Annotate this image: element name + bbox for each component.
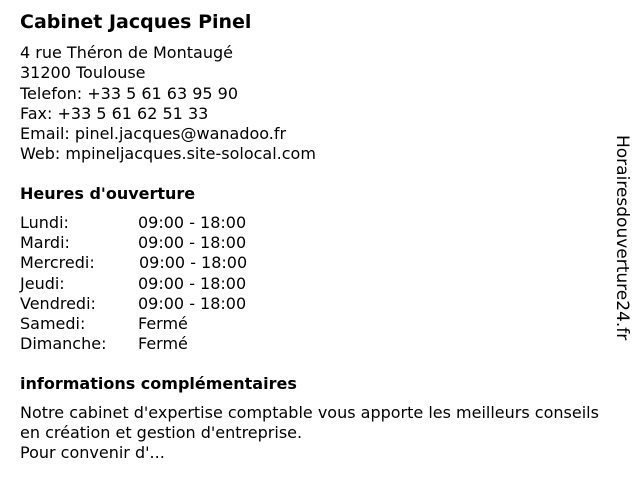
hours-day: Dimanche: bbox=[20, 334, 107, 354]
site-watermark: Horairesdouverture24.fr bbox=[612, 135, 632, 341]
email-line: Email: pinel.jacques@wanadoo.fr bbox=[20, 124, 287, 144]
address-city: 31200 Toulouse bbox=[20, 63, 146, 83]
opening-hours-heading: Heures d'ouverture bbox=[20, 184, 196, 203]
business-description bbox=[20, 403, 605, 463]
hours-time: 09:00 - 18:00 bbox=[138, 273, 247, 293]
hours-day: Mardi: bbox=[20, 233, 70, 253]
business-name: Cabinet Jacques Pinel bbox=[20, 11, 252, 33]
hours-day: Samedi: bbox=[20, 313, 86, 333]
hours-time: 09:00 - 18:00 bbox=[139, 253, 248, 273]
fax-line: Fax: +33 5 61 62 51 33 bbox=[20, 103, 209, 123]
additional-info-heading: informations complémentaires bbox=[20, 374, 297, 393]
hours-time: 09:00 - 18:00 bbox=[138, 213, 247, 232]
web-line: Web: mpineljacques.site-solocal.com bbox=[20, 144, 316, 164]
description-teaser: Pour convenir d'... bbox=[20, 443, 165, 462]
hours-time: 09:00 - 18:00 bbox=[138, 233, 247, 253]
hours-time: 09:00 - 18:00 bbox=[138, 293, 247, 313]
contact-block bbox=[20, 43, 316, 165]
phone-line: Telefon: +33 5 61 63 95 90 bbox=[20, 83, 239, 103]
hours-time: Fermé bbox=[138, 334, 188, 354]
address-street: 4 rue Théron de Montaugé bbox=[20, 43, 233, 62]
hours-time: Fermé bbox=[138, 313, 188, 333]
hours-day: Mercredi: bbox=[20, 253, 95, 273]
description-text: Notre cabinet d'expertise comptable vous apporte les meilleurs conseils en création et gestion d'entreprise. bbox=[20, 403, 599, 442]
hours-day: Jeudi: bbox=[20, 273, 65, 293]
hours-day: Lundi: bbox=[20, 213, 69, 232]
hours-day: Vendredi: bbox=[20, 293, 96, 313]
